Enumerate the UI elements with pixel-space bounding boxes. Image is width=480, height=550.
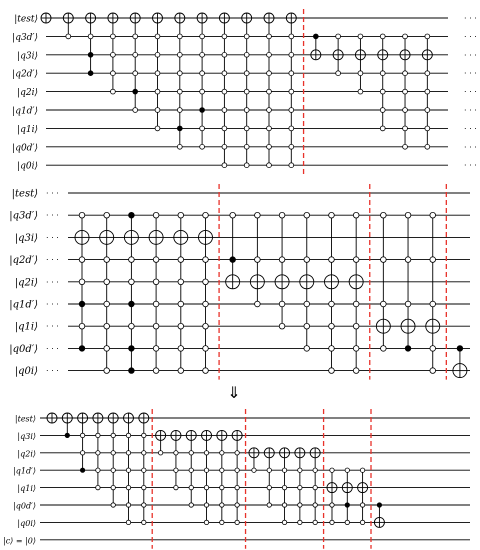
control-dot-open [104, 368, 110, 374]
control-dot-open [222, 52, 227, 57]
control-dot-open [330, 503, 334, 507]
control-dot-open [204, 503, 208, 507]
control-dot-open [189, 451, 193, 455]
control-dot-filled [80, 468, 84, 472]
control-dot-open [203, 346, 209, 352]
control-dot-open [189, 485, 193, 489]
control-dot-filled [129, 368, 135, 374]
control-dot-open [104, 279, 110, 285]
continuation-dots: · · · [464, 50, 477, 60]
control-dot-open [425, 71, 430, 76]
continuation-dots: · · · [46, 189, 59, 198]
continuation-dots: · · · [464, 161, 477, 171]
control-dot-open [220, 503, 224, 507]
circuit-top [12, 9, 477, 174]
control-dot-open [313, 485, 317, 489]
control-dot-open [129, 323, 135, 329]
control-dot-filled [79, 301, 85, 307]
control-dot-open [381, 301, 387, 307]
control-dot-open [304, 212, 310, 218]
qubit-label: |q0d′⟩ [12, 143, 38, 154]
control-dot-open [104, 301, 110, 307]
control-dot-open [230, 212, 236, 218]
control-dot-filled [345, 503, 349, 507]
control-dot-open [142, 433, 146, 437]
control-dot-open [329, 368, 335, 374]
control-dot-open [200, 52, 205, 57]
qubit-label: |q2i⟩ [14, 277, 38, 289]
control-dot-open [222, 126, 227, 131]
control-dot-open [220, 468, 224, 472]
control-dot-open [403, 34, 408, 39]
control-dot-open [353, 212, 359, 218]
control-dot-open [255, 257, 261, 263]
control-dot-open [289, 108, 294, 113]
control-dot-open [111, 468, 115, 472]
control-dot-open [153, 301, 159, 307]
control-dot-open [289, 34, 294, 39]
control-dot-open [358, 89, 363, 94]
control-dot-open [177, 108, 182, 113]
control-dot-open [425, 126, 430, 131]
control-dot-open [133, 71, 138, 76]
control-dot-open [425, 34, 430, 39]
control-dot-open [313, 468, 317, 472]
control-dot-open [358, 71, 363, 76]
qubit-label: |q1i⟩ [17, 124, 38, 135]
control-dot-filled [200, 108, 205, 113]
control-dot-filled [230, 257, 236, 263]
control-dot-open [336, 71, 341, 76]
control-dot-open [360, 468, 364, 472]
control-dot-open [405, 212, 411, 218]
control-dot-open [298, 485, 302, 489]
control-dot-open [353, 323, 359, 329]
control-dot-open [425, 108, 430, 113]
continuation-dots: · · · [464, 69, 477, 79]
control-dot-open [330, 468, 334, 472]
control-dot-open [88, 34, 93, 39]
control-dot-open [200, 71, 205, 76]
control-dot-open [380, 34, 385, 39]
qubit-label: |q1d′⟩ [12, 106, 38, 117]
control-dot-open [403, 126, 408, 131]
control-dot-open [104, 323, 110, 329]
control-dot-open [430, 368, 436, 374]
control-dot-open [403, 89, 408, 94]
control-dot-open [267, 71, 272, 76]
control-dot-open [329, 346, 335, 352]
control-dot-open [403, 71, 408, 76]
control-dot-open [381, 257, 387, 263]
control-dot-open [111, 71, 116, 76]
continuation-dots: · · · [464, 32, 477, 42]
control-dot-open [289, 89, 294, 94]
control-dot-open [252, 468, 256, 472]
control-dot-open [289, 71, 294, 76]
qubit-label: |q0d′⟩ [13, 501, 36, 511]
control-dot-open [267, 485, 271, 489]
control-dot-open [174, 451, 178, 455]
control-dot-open [220, 520, 224, 524]
control-dot-open [220, 451, 224, 455]
control-dot-open [80, 433, 84, 437]
control-dot-filled [88, 52, 93, 57]
control-dot-open [155, 108, 160, 113]
qubit-label: |q2d′⟩ [9, 255, 38, 267]
control-dot-filled [377, 503, 381, 507]
control-dot-open [204, 468, 208, 472]
control-dot-open [96, 468, 100, 472]
continuation-dots: · · · [46, 300, 59, 309]
control-dot-open [222, 89, 227, 94]
control-dot-open [380, 126, 385, 131]
control-dot-open [380, 71, 385, 76]
control-dot-open [255, 212, 261, 218]
control-dot-open [405, 257, 411, 263]
control-dot-open [178, 257, 184, 263]
control-dot-open [158, 451, 162, 455]
control-dot-open [381, 346, 387, 352]
control-dot-open [155, 52, 160, 57]
qubit-label: |q3d′⟩ [9, 210, 38, 222]
qubit-label: |q2i⟩ [17, 449, 36, 459]
control-dot-open [142, 468, 146, 472]
control-dot-open [133, 34, 138, 39]
control-dot-open [282, 520, 286, 524]
qubit-label: |q1d′⟩ [9, 299, 38, 311]
control-dot-filled [129, 301, 135, 307]
continuation-dots: · · · [46, 255, 59, 265]
control-dot-open [96, 485, 100, 489]
control-dot-open [222, 71, 227, 76]
control-dot-open [80, 451, 84, 455]
control-dot-open [360, 520, 364, 524]
control-dot-open [235, 520, 239, 524]
control-dot-open [298, 468, 302, 472]
control-dot-open [345, 520, 349, 524]
control-dot-open [329, 301, 335, 307]
control-dot-open [178, 301, 184, 307]
control-dot-open [204, 451, 208, 455]
control-dot-open [403, 108, 408, 113]
control-dot-filled [65, 433, 69, 437]
control-dot-open [244, 144, 249, 149]
qubit-label: |q3d′⟩ [12, 32, 38, 43]
control-dot-open [178, 323, 184, 329]
control-dot-open [430, 212, 436, 218]
control-dot-open [298, 503, 302, 507]
control-dot-open [425, 144, 430, 149]
control-dot-open [104, 212, 110, 218]
control-dot-open [430, 257, 436, 263]
qubit-label: |q1i⟩ [14, 321, 38, 333]
control-dot-open [279, 212, 285, 218]
control-dot-open [111, 433, 115, 437]
control-dot-open [178, 346, 184, 352]
control-dot-filled [177, 126, 182, 131]
qubit-label: |q0i⟩ [14, 366, 38, 378]
control-dot-open [304, 257, 310, 263]
control-dot-open [235, 451, 239, 455]
control-dot-open [267, 163, 272, 168]
control-dot-open [203, 279, 209, 285]
control-dot-open [222, 144, 227, 149]
control-dot-open [203, 368, 209, 374]
control-dot-open [329, 257, 335, 263]
control-dot-open [380, 108, 385, 113]
qubit-label: |q0i⟩ [17, 161, 38, 172]
control-dot-open [200, 89, 205, 94]
qubit-label: |test⟩ [14, 414, 36, 424]
control-dot-open [142, 520, 146, 524]
control-dot-open [267, 144, 272, 149]
control-dot-open [244, 34, 249, 39]
control-dot-open [104, 257, 110, 263]
control-dot-open [79, 279, 85, 285]
control-dot-open [153, 279, 159, 285]
control-dot-open [279, 323, 285, 329]
control-dot-open [267, 89, 272, 94]
qubit-label: |q1i⟩ [17, 484, 36, 494]
control-dot-open [126, 451, 130, 455]
control-dot-open [133, 108, 138, 113]
control-dot-open [353, 368, 359, 374]
qubit-label: |q3i⟩ [14, 232, 38, 244]
control-dot-open [203, 301, 209, 307]
control-dot-open [142, 451, 146, 455]
control-dot-open [289, 144, 294, 149]
control-dot-open [155, 34, 160, 39]
control-dot-filled [129, 346, 135, 352]
control-dot-open [329, 323, 335, 329]
control-dot-open [96, 433, 100, 437]
control-dot-open [267, 126, 272, 131]
control-dot-open [304, 346, 310, 352]
qubit-label: |q3i⟩ [17, 431, 36, 441]
control-dot-open [279, 257, 285, 263]
control-dot-open [126, 433, 130, 437]
control-dot-open [129, 279, 135, 285]
control-dot-open [267, 468, 271, 472]
control-dot-open [222, 34, 227, 39]
control-dot-open [329, 212, 335, 218]
control-dot-open [222, 163, 227, 168]
control-dot-open [96, 451, 100, 455]
control-dot-open [267, 503, 271, 507]
control-dot-open [267, 52, 272, 57]
control-dot-open [200, 144, 205, 149]
continuation-dots: · · · [464, 142, 477, 152]
control-dot-open [177, 71, 182, 76]
control-dot-open [244, 163, 249, 168]
control-dot-open [178, 368, 184, 374]
control-dot-open [282, 468, 286, 472]
control-dot-open [282, 503, 286, 507]
control-dot-open [353, 301, 359, 307]
control-dot-open [298, 520, 302, 524]
control-dot-open [126, 468, 130, 472]
control-dot-open [244, 126, 249, 131]
qubit-label: |q0i⟩ [17, 518, 36, 528]
control-dot-open [403, 144, 408, 149]
control-dot-open [174, 485, 178, 489]
control-dot-open [189, 468, 193, 472]
control-dot-open [353, 346, 359, 352]
control-dot-open [153, 346, 159, 352]
qubit-label: |c⟩ = |0⟩ [3, 536, 36, 546]
control-dot-open [174, 468, 178, 472]
control-dot-filled [457, 346, 463, 352]
control-dot-open [155, 71, 160, 76]
control-dot-open [126, 503, 130, 507]
control-dot-open [430, 346, 436, 352]
control-dot-filled [313, 34, 318, 39]
control-dot-open [204, 485, 208, 489]
control-dot-filled [88, 71, 93, 76]
control-dot-open [177, 89, 182, 94]
control-dot-open [126, 520, 130, 524]
control-dot-open [313, 520, 317, 524]
control-dot-open [235, 485, 239, 489]
down-arrow-icon: ⇓ [227, 383, 241, 402]
control-dot-open [111, 89, 116, 94]
control-dot-filled [79, 346, 85, 352]
control-dot-open [142, 485, 146, 489]
qubit-label: |q1d′⟩ [13, 466, 36, 476]
control-dot-open [177, 52, 182, 57]
control-dot-open [153, 257, 159, 263]
control-dot-open [330, 520, 334, 524]
control-dot-open [289, 52, 294, 57]
control-dot-open [203, 212, 209, 218]
control-dot-open [235, 503, 239, 507]
control-dot-open [222, 108, 227, 113]
qubit-label: |q2i⟩ [17, 88, 38, 99]
control-dot-open [66, 34, 71, 39]
control-dot-open [177, 144, 182, 149]
control-dot-open [430, 301, 436, 307]
continuation-dots: · · · [46, 277, 59, 287]
continuation-dots: · · · [46, 366, 59, 376]
control-dot-open [142, 503, 146, 507]
control-dot-open [203, 323, 209, 329]
control-dot-open [189, 503, 193, 507]
control-dot-open [336, 34, 341, 39]
control-dot-open [79, 212, 85, 218]
control-dot-open [381, 212, 387, 218]
qubit-label: |test⟩ [11, 188, 38, 200]
control-dot-open [244, 71, 249, 76]
qubit-label: |test⟩ [14, 14, 38, 25]
control-dot-open [204, 520, 208, 524]
control-dot-open [313, 503, 317, 507]
control-dot-open [255, 301, 261, 307]
control-dot-open [200, 126, 205, 131]
qubit-label: |q2d′⟩ [12, 69, 38, 80]
continuation-dots: · · · [464, 106, 477, 115]
control-dot-open [360, 503, 364, 507]
control-dot-open [244, 89, 249, 94]
control-dot-open [177, 34, 182, 39]
control-dot-open [304, 323, 310, 329]
circuit-middle [9, 184, 470, 380]
control-dot-open [405, 301, 411, 307]
control-dot-open [235, 468, 239, 472]
control-dot-open [353, 257, 359, 263]
control-dot-open [279, 301, 285, 307]
control-dot-open [267, 108, 272, 113]
control-dot-filled [405, 346, 411, 352]
continuation-dots: · · · [46, 211, 59, 221]
control-dot-open [129, 257, 135, 263]
control-dot-open [244, 108, 249, 113]
control-dot-open [155, 126, 160, 131]
circuit-bottom [3, 409, 470, 549]
control-dot-open [153, 212, 159, 218]
continuation-dots: · · · [46, 233, 59, 243]
control-dot-open [126, 485, 130, 489]
control-dot-open [153, 368, 159, 374]
control-dot-open [79, 323, 85, 329]
control-dot-open [200, 34, 205, 39]
continuation-dots: · · · [464, 14, 477, 23]
control-dot-open [345, 468, 349, 472]
continuation-dots: · · · [46, 344, 59, 354]
control-dot-open [267, 34, 272, 39]
control-dot-filled [129, 212, 135, 218]
control-dot-open [133, 52, 138, 57]
qubit-label: |q3i⟩ [17, 51, 38, 62]
control-dot-open [178, 279, 184, 285]
control-dot-filled [133, 89, 138, 94]
control-dot-open [153, 323, 159, 329]
control-dot-open [289, 163, 294, 168]
control-dot-open [178, 212, 184, 218]
control-dot-open [111, 52, 116, 57]
control-dot-open [155, 89, 160, 94]
continuation-dots: · · · [464, 124, 477, 134]
control-dot-open [304, 301, 310, 307]
control-dot-open [358, 34, 363, 39]
continuation-dots: · · · [464, 87, 477, 97]
control-dot-open [79, 257, 85, 263]
control-dot-open [380, 89, 385, 94]
control-dot-open [111, 451, 115, 455]
control-dot-open [104, 346, 110, 352]
control-dot-open [289, 126, 294, 131]
control-dot-open [111, 503, 115, 507]
control-dot-open [282, 485, 286, 489]
control-dot-open [425, 89, 430, 94]
qubit-label: |q0d′⟩ [9, 343, 38, 355]
control-dot-open [220, 485, 224, 489]
continuation-dots: · · · [46, 322, 59, 332]
control-dot-open [244, 52, 249, 57]
control-dot-open [203, 257, 209, 263]
control-dot-open [111, 34, 116, 39]
control-dot-open [111, 485, 115, 489]
